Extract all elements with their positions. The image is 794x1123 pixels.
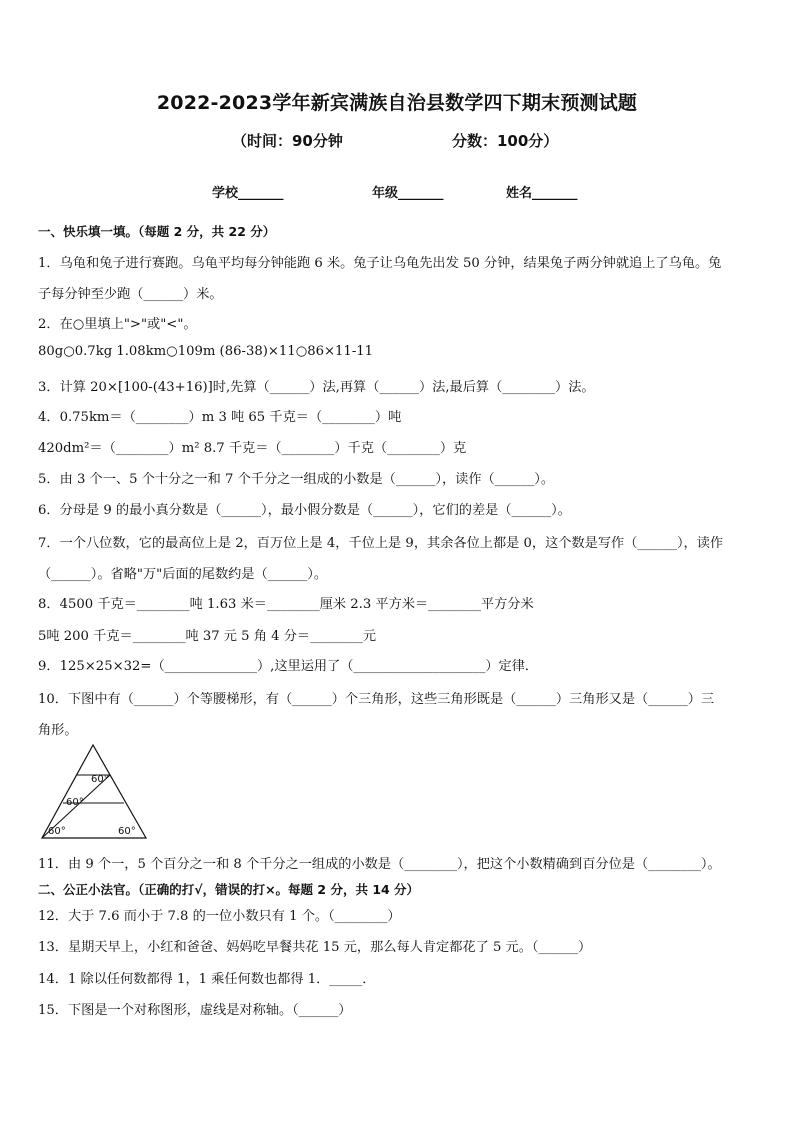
question-11: 11．由 9 个一，5 个百分之一和 8 个千分之一组成的小数是（________），把这个小数精确到百分位是（________）。 [38,857,721,872]
question-14: 14．1 除以任何数都得 1，1 乘任何数也都得 1．_____． [38,972,376,987]
exam-score: 分数：100分） [452,132,559,150]
grade-field: 年级_______ [372,186,444,201]
question-8-line-1: 8．4500 千克＝________吨 1.63 米＝________厘米 2.3 平方米＝________平方分米 [38,597,534,612]
name-field: 姓名_______ [506,186,578,201]
question-4-line-2: 420dm²＝（________）m² 8.7 千克＝（________）千克（________）克 [38,441,467,456]
section-2-heading: 二、公正小法官。（正确的打√，错误的打×。每题 2 分，共 14 分） [38,882,420,897]
question-1-line-1: 1．乌龟和兔子进行赛跑。乌龟平均每分钟能跑 6 米。兔子让乌龟先出发 50 分钟，结果兔子两分钟就追上了乌龟。兔 [38,256,722,271]
question-3: 3．计算 20×[100-(43+16)]时,先算（______）法,再算（______）法,最后算（________）法。 [38,380,595,395]
question-1-line-2: 子每分钟至少跑（______）米。 [38,287,223,302]
question-2: 2．在○里填上">"或"<"。 [38,317,197,332]
question-12: 12．大于 7.6 而小于 7.8 的一位小数只有 1 个。（________） [38,909,401,924]
angle-label: 60° [118,826,136,837]
question-7-line-1: 7．一个八位数，它的最高位上是 2，百万位上是 4，千位上是 9，其余各位上都是 0，这个数是写作（______），读作 [38,536,724,551]
question-6: 6．分母是 9 的最小真分数是（______），最小假分数是（______），它们的差是（______）。 [38,503,571,518]
question-4-line-1: 4．0.75km＝（________）m 3 吨 65 千克＝（________）吨 [38,410,402,425]
exam-time: （时间：90分钟 [232,132,343,150]
question-5: 5．由 3 个一、5 个十分之一和 7 个千分之一组成的小数是（______），读作（______）。 [38,472,555,487]
question-7-line-2: （______）。省略"万"后面的尾数约是（______）。 [38,567,328,582]
question-2-comparisons: 80g○0.7kg 1.08km○109m (86-38)×11○86×11-11 [38,344,374,359]
question-8-line-2: 5吨 200 千克＝________吨 37 元 5 角 4 分＝________元 [38,629,377,644]
page-title: 2022-2023学年新宾满族自治县数学四下期末预测试题 [156,92,638,114]
question-15: 15．下图是一个对称图形，虚线是对称轴。（______） [38,1003,352,1018]
section-1-heading: 一、快乐填一填。（每题 2 分，共 22 分） [38,224,276,239]
school-field: 学校_______ [212,186,284,201]
question-10-line-2: 角形。 [38,723,78,738]
angle-label: 60° [91,774,109,785]
angle-label: 60° [48,826,66,837]
angle-label: 60° [66,797,84,808]
question-9: 9．125×25×32=（______________）,这里运用了（____________________）定律． [38,659,539,674]
question-10-line-1: 10．下图中有（______）个等腰梯形，有（______）个三角形，这些三角形既是（______）三角形又是（______）三 [38,692,715,707]
triangle-figure [38,742,152,842]
question-13: 13．星期天早上，小红和爸爸、妈妈吃早餐共花 15 元，那么每人肯定都花了 5 元。（______） [38,940,592,955]
